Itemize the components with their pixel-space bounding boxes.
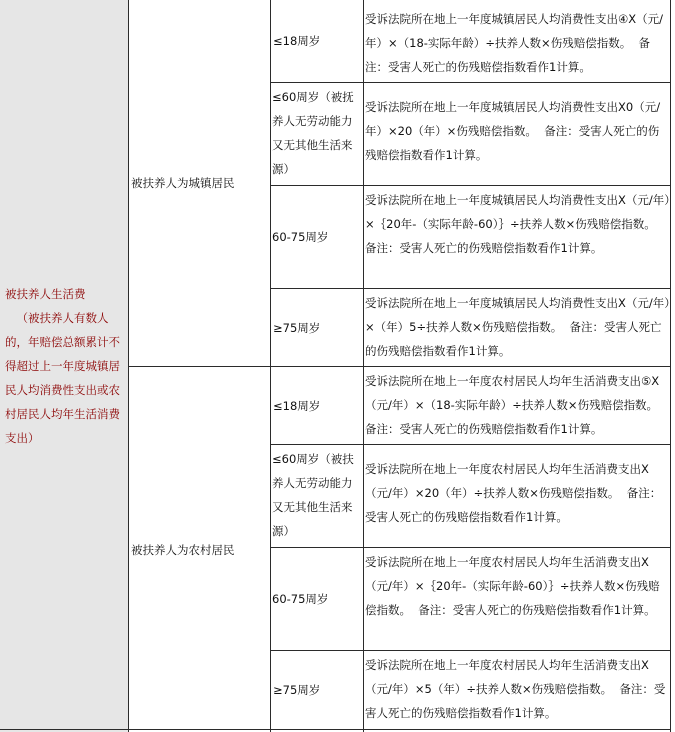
grid-line [270,185,671,186]
formula-cell: 受诉法院所在地上一年度农村居民人均年生活消费支出X（元/年）×20（年）÷扶养人数×伤残赔偿指数。 备注：受害人死亡的伤残赔偿指数看作1计算。 [364,445,670,547]
grid-line [128,366,671,367]
grid-line [270,288,671,289]
formula-cell: 受诉法院所在地上一年度城镇居民人均消费性支出X（元/年）×（年）5÷扶养人数×伤残赔偿指数。 备注：受害人死亡的伤残赔偿指数看作1计算。 [364,289,670,366]
age-cell: ≤18周岁 [271,0,363,82]
age-cell: 60-75周岁 [271,548,363,650]
category-title: 被扶养人生活费 [5,287,86,301]
age-cell: ≥75周岁 [271,651,363,729]
age-cell: ≤18周岁 [271,367,363,444]
category-cell [0,0,128,732]
age-cell: ≥75周岁 [271,289,363,366]
category-note: （被扶养人有数人的，年赔偿总额累计不得超过上一年度城镇居民人均消费性支出或农村居民人均年生活消费支出） [5,311,120,445]
grid-line [270,444,671,445]
age-cell: ≤60周岁（被抚养人无劳动能力又无其他生活来源） [271,83,363,185]
grid-line [270,650,671,651]
formula-cell: 受诉法院所在地上一年度城镇居民人均消费性支出④X（元/年）×（18-实际年龄）÷扶养人数×伤残赔偿指数。 备注：受害人死亡的伤残赔偿指数看作1计算。 [364,0,670,82]
age-cell: 60-75周岁 [271,186,363,288]
grid-line [270,82,671,83]
formula-cell: 受诉法院所在地上一年度农村居民人均年生活消费支出X（元/年）×5（年）÷扶养人数×伤残赔偿指数。 备注：受害人死亡的伤残赔偿指数看作1计算。 [364,651,670,729]
grid-line [270,547,671,548]
formula-cell: 受诉法院所在地上一年度农村居民人均年生活消费支出⑤X（元/年）×（18-实际年龄）÷扶养人数×伤残赔偿指数。 备注：受害人死亡的伤残赔偿指数看作1计算。 [364,367,670,444]
grid-line [0,729,671,730]
group-label-rural: 被扶养人为农村居民 [129,367,270,732]
formula-cell: 受诉法院所在地上一年度城镇居民人均消费性支出X（元/年）×｛20年-（实际年龄-60）｝÷扶养人数×伤残赔偿指数。 备注：受害人死亡的伤残赔偿指数看作1计算。 [364,186,670,288]
group-label-urban: 被扶养人为城镇居民 [129,0,270,366]
formula-cell: 受诉法院所在地上一年度农村居民人均年生活消费支出X（元/年）×｛20年-（实际年龄-60）｝÷扶养人数×伤残赔偿指数。 备注：受害人死亡的伤残赔偿指数看作1计算。 [364,548,670,650]
age-cell: ≤60周岁（被扶养人无劳动能力又无其他生活来源） [271,445,363,547]
formula-cell: 受诉法院所在地上一年度城镇居民人均消费性支出X0（元/年）×20（年）×伤残赔偿指数。 备注：受害人死亡的伤残赔偿指数看作1计算。 [364,83,670,185]
